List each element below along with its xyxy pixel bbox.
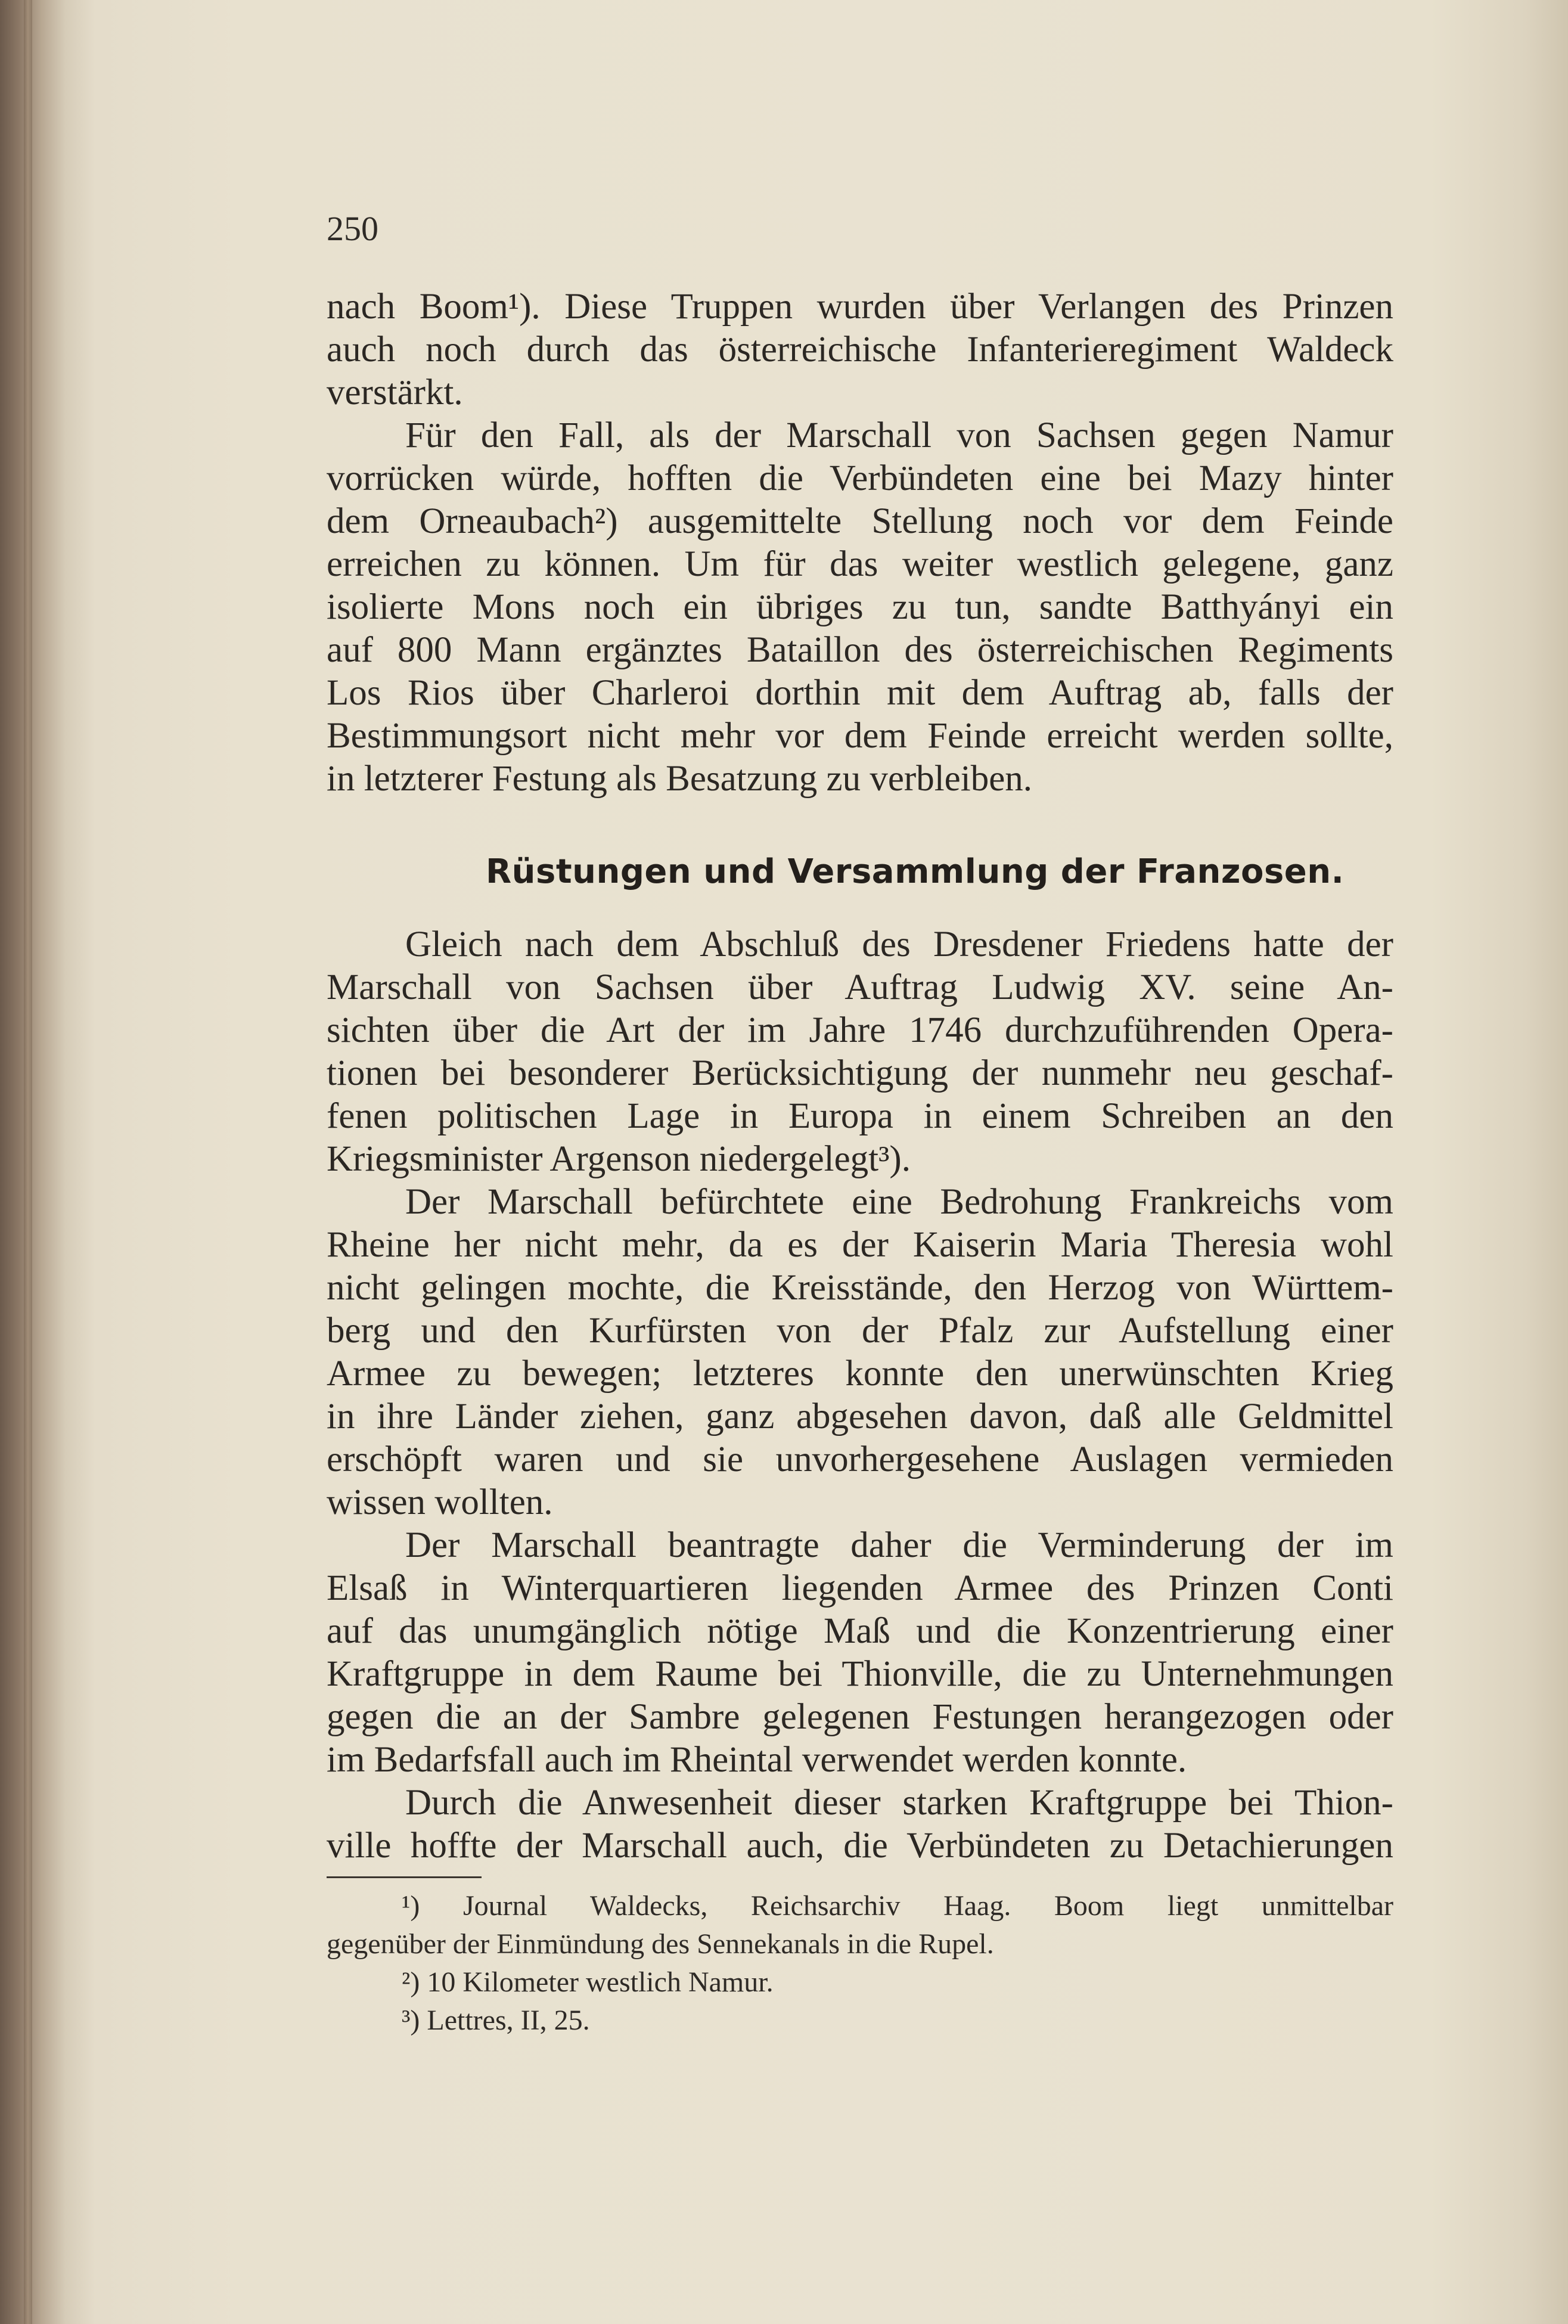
body-line: Durch die Anwesenheit dieser starken Kraftgruppe bei Thion-	[405, 1783, 1393, 1823]
body-line: Los Rios über Charleroi dorthin mit dem Auftrag ab, falls der	[327, 673, 1393, 713]
body-line: fenen politischen Lage in Europa in einem Schreiben an den	[327, 1096, 1393, 1136]
body-line: gegen die an der Sambre gelegenen Festungen herangezogen oder	[327, 1697, 1393, 1737]
body-line: Armee zu bewegen; letzteres konnte den unerwünschten Krieg	[327, 1354, 1393, 1394]
body-line: nicht gelingen mochte, die Kreisstände, den Herzog von Württem-	[327, 1268, 1393, 1308]
footnote-3: ³) Lettres, II, 25.	[402, 2005, 590, 2036]
body-line: Kraftgruppe in dem Raume bei Thionville, die zu Unternehmungen	[327, 1654, 1393, 1694]
footnote-divider	[327, 1876, 482, 1878]
body-line: auf das unumgänglich nötige Maß und die Konzentrierung einer	[327, 1611, 1393, 1651]
body-line: dem Orneaubach²) ausgemittelte Stellung noch vor dem Feinde	[327, 501, 1393, 541]
footnote-1-line-1: ¹) Journal Waldecks, Reichsarchiv Haag. Boom liegt unmittelbar	[402, 1890, 1393, 1922]
body-line: isolierte Mons noch ein übriges zu tun, sandte Batthyányi ein	[327, 587, 1393, 627]
body-line: vorrücken würde, hofften die Verbündeten eine bei Mazy hinter	[327, 458, 1393, 498]
page-number: 250	[327, 209, 378, 248]
body-line: erreichen zu können. Um für das weiter westlich gelegene, ganz	[327, 544, 1393, 584]
body-line: Der Marschall befürchtete eine Bedrohung Frankreichs vom	[405, 1182, 1393, 1222]
footnote-2: ²) 10 Kilometer westlich Namur.	[402, 1966, 774, 1998]
body-line: Rheine her nicht mehr, da es der Kaiserin Maria Theresia wohl	[327, 1225, 1393, 1265]
section-heading-text: Rüstungen und Versammlung der Franzosen.	[486, 852, 1345, 891]
body-line: Gleich nach dem Abschluß des Dresdener Friedens hatte der	[405, 924, 1393, 964]
body-line: sichten über die Art der im Jahre 1746 durchzuführenden Opera-	[327, 1010, 1393, 1050]
footnote-1-line-2: gegenüber der Einmündung des Sennekanals in die Rupel.	[327, 1928, 994, 1960]
body-line: verstärkt.	[327, 373, 463, 412]
body-line: auf 800 Mann ergänztes Bataillon des österreichischen Regiments	[327, 630, 1393, 670]
body-line: Kriegsminister Argenson niedergelegt³).	[327, 1139, 911, 1179]
body-line: erschöpft waren und sie unvorhergesehene Auslagen vermieden	[327, 1439, 1393, 1479]
body-line: in letzterer Festung als Besatzung zu verbleiben.	[327, 759, 1033, 799]
body-line: im Bedarfsfall auch im Rheintal verwendet werden konnte.	[327, 1740, 1187, 1780]
body-line: auch noch durch das österreichische Infanterieregiment Waldeck	[327, 330, 1393, 370]
body-line: Der Marschall beantragte daher die Verminderung der im	[405, 1525, 1393, 1565]
body-line: ville hoffte der Marschall auch, die Verbündeten zu Detachierungen	[327, 1826, 1393, 1866]
body-line: Bestimmungsort nicht mehr vor dem Feinde erreicht werden sollte,	[327, 716, 1393, 756]
body-line: nach Boom¹). Diese Truppen wurden über Verlangen des Prinzen	[327, 287, 1393, 327]
body-line: Für den Fall, als der Marschall von Sachsen gegen Namur	[405, 415, 1393, 455]
body-line: tionen bei besonderer Berücksichtigung der nunmehr neu geschaf-	[327, 1053, 1393, 1093]
body-line: in ihre Länder ziehen, ganz abgesehen davon, daß alle Geldmittel	[327, 1397, 1393, 1436]
body-line: Elsaß in Winterquartieren liegenden Armee des Prinzen Conti	[327, 1568, 1393, 1608]
body-line: Marschall von Sachsen über Auftrag Ludwig XV. seine An-	[327, 967, 1393, 1007]
body-line: berg und den Kurfürsten von der Pfalz zur Aufstellung einer	[327, 1311, 1393, 1351]
body-line: wissen wollten.	[327, 1482, 553, 1522]
